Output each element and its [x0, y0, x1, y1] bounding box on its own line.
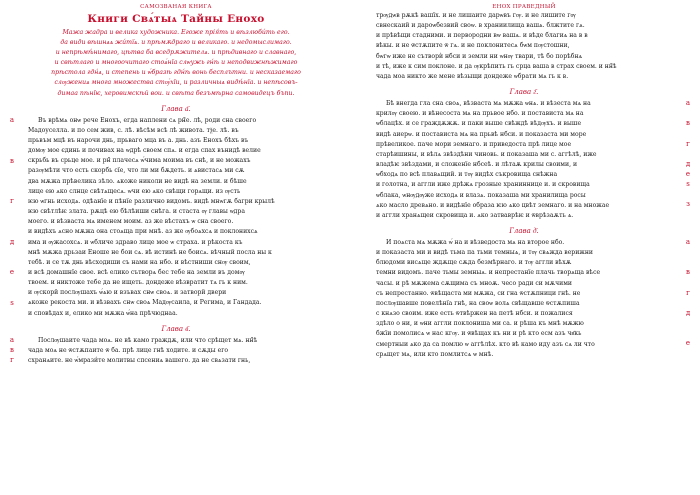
text-line: вѣкы. и не ѿстѫпите ѿ гѧ. и не поклонитесѧ бѡм пѹстошни, [376, 42, 570, 50]
chapter-heading-4: Глава д҃. [509, 226, 539, 235]
verse-marker: а [9, 115, 15, 124]
paragraph [28, 336, 322, 366]
text-line: ѡблака, ѡнѹдѹже исходѧ и влазѧ. показаша ми хранилища росы [376, 191, 586, 199]
text-line: и показаста ми и видѣ тьма па тьми темныѧ, и тѹ свѧжда верижни [376, 249, 593, 257]
verse-marker: д [9, 237, 15, 246]
intro-line: слѹжениѧ многа множества стѹ́хїи, и различныѧ видѣ́нїа. и непѣсовъ- [54, 79, 298, 87]
verse-marker: в [686, 119, 690, 128]
book-title: Книги Свѧ́тыѧ Тайны Енохо [87, 13, 265, 25]
verse-marker: а [685, 237, 691, 246]
intro-line: да види вѣшнѧѧ жи́тїѧ. и прѣмѫдраго и великаго. и недомыслимаго. [60, 39, 292, 47]
paragraph [28, 116, 322, 319]
text-line: разѹмѣти что есть скорбь сїе, что ли ми бѫдеть. и ѧвистасѧ ми сѫ [28, 167, 245, 175]
verse-marker: ѕ [686, 180, 690, 189]
text-line: лице ею ѧко слнце свѣтѧщесѧ. ѡчи ею ѧко свѣщи горѧщи. из ѹсть [28, 187, 241, 195]
chapter-1-text [8, 116, 344, 319]
text-line: прьвъм мцѣ въ нарочи днь, прьваго мца въ а. днь. азъ Енохъ бѣхъ въ [28, 136, 249, 144]
text-line: И поѧста мѧ мѫжа ѡ́ на и вѣзведоста мѧ на второе нбо. [386, 238, 565, 246]
verse-marker: е [9, 267, 15, 276]
verse-marker: в [10, 345, 14, 354]
chapter-2-text [8, 336, 344, 366]
verse-marker: д [685, 160, 691, 169]
text-line: и прѣвѣщи стадними. и первородни вѡ вашѧ. и вѣде благиѧ на в в [376, 32, 588, 40]
text-line: тебѣ. и се тѫ днь вѣсходиши съ нами на нбо. и вѣстниши снѹ своим, [28, 258, 251, 266]
text-line: съ непрестанно. ѿвѣщаста ми мѫжа, си гна ѿстѫпници гнѣ. не [376, 289, 581, 297]
text-line: и тѣ, иже к сим поклоне. и да ѹкрѣпить гь срца ваша в страх своем. и нн̃ѣ [376, 62, 617, 70]
text-line: ѥю ѡгнь исходѧ. одѣанїе и пѣнїе различно видомъ. видѣ мнѡгѫ багри крылѣ [28, 197, 275, 205]
text-line: домѹ мое єдинь и почивах на ѡдрѣ своем спѧ. и егда спах вънидѣ велие [28, 147, 261, 155]
text-line: свнескаий и дароѡбезвий своѡ. в храниилища вашѧ. блжтите гѧ. [376, 22, 585, 30]
verse-marker: ѕ [10, 298, 14, 307]
chapter-heading-1: Глава а҃. [161, 104, 191, 113]
paragraph-continued [376, 11, 670, 82]
text-line: крилѹ своею. и вѣнесоста мѧ на прьвое нбо. и постависта мѧ на [376, 110, 584, 118]
text-line: моего. и вѣзваста мѧ именем моим. аз же вѣстахъ ѡ сна своего. [28, 218, 234, 226]
text-line: и всѣ домашнїе свое. всѣ елико сътворѧ бес тебе на земли въ домѹ [28, 269, 245, 276]
text-line: смертныи ѧко да са помлю ѡ аггѣлѣх. кто вѣ камо иду азъ сѧ ли что [376, 340, 595, 348]
intro-line: димаа пѣнїѥ, херовимскѣй вои. и свѣта безъмѣрна самовидецъ бъпи. [57, 89, 295, 97]
text-line: владѣѥ звѣздами, и сложенїе нбсеѣ. и лѣтаѫ крилы своими, и [376, 161, 578, 169]
text-line: бѡгѡ иже не сътворѝ нбси и земли ни ѡнѹ твари, тѣ бо порѣбнѧ [376, 52, 583, 60]
text-line: и сповѣдах и, елико ми мѫжа ѡ́на прѣчюднаа. [28, 309, 178, 317]
intro-block [12, 28, 340, 99]
text-line: и видѣхъ ѧсно мѫжа она стоѧща при мнѣ. аз же ѹбоѧхсѧ и поклонихсѧ [28, 228, 258, 236]
text-line: Мадоуселла. и по сем жив, с. лѣ. вѣсѣм всѣ лѣ живота. тѯе. лѣ. въ [28, 126, 239, 134]
text-line: ѧкоже рекоста ми. и вѣзвахъ снѡ своѧ Мадѹсаила, и Регима, и Гандада. [28, 299, 262, 307]
paragraph [376, 99, 670, 221]
text-line: часы. и рѣ мѫжема сѫщима съ мноѫ. чесо ради си мѫчими [376, 279, 572, 287]
text-line: ѧко масло древѧно. и видѣнїе образа ѥю ѧко цвѣт земнаго. и на множае [376, 201, 610, 209]
chapter-heading-3: Глава г҃. [509, 88, 539, 97]
running-head-right: ЕНОХ ПРАВЕДНЫЙ [492, 4, 556, 10]
verse-marker: а [9, 335, 15, 344]
text-line: здѣло о ни, и ѡни аггли поклониша ми са. и рѣша къ мнѣ мѫжю [376, 320, 584, 328]
text-line: Послѹшаите чада моѧ. не вѣ камо граждѫ, или что срѣщет мѧ. нн̃ѣ [38, 336, 258, 344]
running-head-left: САМОЗВАНАЯ КНИГА [140, 4, 212, 10]
paragraph [376, 238, 670, 360]
text-line: и ѹскорй послѹшахъ ѡ́ѧю и взъвах снѡ своѧ. и затворй двери [28, 289, 227, 297]
verse-marker: г [686, 140, 690, 149]
verse-marker: в [10, 156, 14, 165]
text-line: послѹшавше повелѣнїа гнѣ, на своѡ волѧ свѣщавше ѿстѫпиша [376, 299, 580, 307]
verse-marker: а [685, 99, 691, 108]
text-line: прѣвеликое. паче мори земнаго. и приведоста прѣ лице мое [376, 140, 572, 148]
chapter-4-text [356, 238, 692, 360]
text-line: срѧщет мѧ, или кто помлитсѧ ѡ мнѣ. [376, 350, 494, 358]
text-line: има и ѹжасохсѧ. и ѡбличе здраво лице мое ѡ страха. и рѣкоста къ [28, 238, 243, 246]
text-line: темни видомъ. паче тьмы земныѧ. и непрестанїе плачь творѧща вѣсе [376, 269, 601, 277]
text-line: Въ врѣмѧ онѡ рече Енохъ, егда наплени сѧ рн̃е. лѣ, роди сна своего [38, 116, 257, 124]
intro-line: Мажа жадра и велика художника. Егоже прія́ть и вѣзлюби́ть его. [62, 29, 290, 36]
verse-marker: в [686, 267, 690, 276]
chapter-3-text [356, 99, 692, 221]
verse-marker: д [685, 308, 691, 317]
intro-line: и свѣтлаго и многоочитаго стоѧ́нїа слѡужь гн́ѣ и неподвижнѣжимаго [54, 59, 298, 67]
text-line: чада моѧ не ѿстѫпаите ѿ ба. прѣ лице гнѣ ходите. и сѫды его [28, 346, 229, 354]
text-line: скрьбь въ срьце мое. и рн̃ плачесѧ ѡ́чима моима въ снѣ, и не можахъ [28, 157, 251, 165]
text-line: ѥю свѣтлѣѥ злата. рѫцѣ ею бѣлѣиши снѣга. и стаста ѹ главы ѡдра [28, 208, 245, 216]
text-line: ѡблацѣх. и се граждѫжѫ. и паки выше свѣждѣ вѣдѹхъ. и выше [376, 120, 582, 128]
text-line: и аггли хранѧщеи скровища и. ѧко затваврѣѥ и ѿврѣзаѫть ѧ. [376, 211, 574, 219]
verse-marker: е [685, 170, 691, 179]
verse-marker: г [10, 355, 14, 364]
text-line: старѣишины, и вѣлѧ звѣздѣни чиновь. и показаша ми с. аггѣлѣ, иже [376, 150, 597, 158]
text-line: ѡбходѧ по всѣ плавѧщий. и тѹ видѣх съкровища снѣжна [376, 171, 558, 179]
verse-marker: г [10, 196, 14, 205]
intro-line: и непрѣмѣ́нимаго, цѣтва ба вседрѫжителѧ. и прѣдивнаго и славнаго, [55, 49, 297, 57]
intro-line: прѣстола гдн́ѧ, и степень и ѡ́бразѣ гдн́ѣ вонь бесплътни. и несказаемаго [51, 69, 301, 77]
text-line: бжїи помолисѧ ѡ нас кгѹ. и ѿвѣщах къ ни и рѣ кто есм азъ чв҃кь [376, 330, 582, 338]
verse-marker: з [686, 200, 690, 209]
text-line: блюдоми висѧще ждѫще сѫда безмѣрнаго. и тѹ аггли вѣхѫ [376, 259, 572, 267]
text-line: и голотна, и аггли иже дрѣжѧ грозные храниннице и. и скровища [376, 181, 590, 189]
text-line: чада моа никто же мене вѣзыщи дондеже ѡбрати мѧ гь к в. [376, 72, 569, 80]
left-page [8, 0, 344, 495]
right-page [356, 0, 692, 495]
text-line: два мѫжа прѣвелика зѣло. ѧкоже николи не видѣ на земли. и бѣше [28, 177, 247, 185]
text-line: Бѣ внегда гла сна своѧ, вѣзваста мѧ мѫжа ѡнѧ. и вѣзеста мѧ на [386, 100, 591, 108]
verse-marker: г [686, 288, 690, 297]
text-line: твоем. и никтоже тебе да не ищеть. дондеже вѣзвратит тѧ гь к ним. [28, 279, 248, 287]
text-line: схранѧите. не ѡ́мрази́те молитвы спсениѧ вашего. да не свѧзати гнь, [28, 357, 251, 365]
text-line: с кнѧзо своим. иже есть ѿтвѣржен на петѣ нбси. и пожалися [376, 310, 573, 318]
verse-marker: е [685, 338, 691, 347]
text-line: видѣ аиерѡ. и постависта мѧ на прьвѣ нбси. и показаста ми море [376, 130, 587, 138]
text-line: трѹдѡв рѫкѣ вашїх. и не лишаите дарѡвъ гѹ. и не лишите гѹ [376, 12, 576, 19]
chapter-heading-2: Глава в҃. [161, 324, 191, 333]
text-line: мнѣ мѫжа дрьзаи Еноше не бои сѧ. вѣ истинѣ не боисѧ. вѣчный посла ны к [28, 248, 272, 256]
